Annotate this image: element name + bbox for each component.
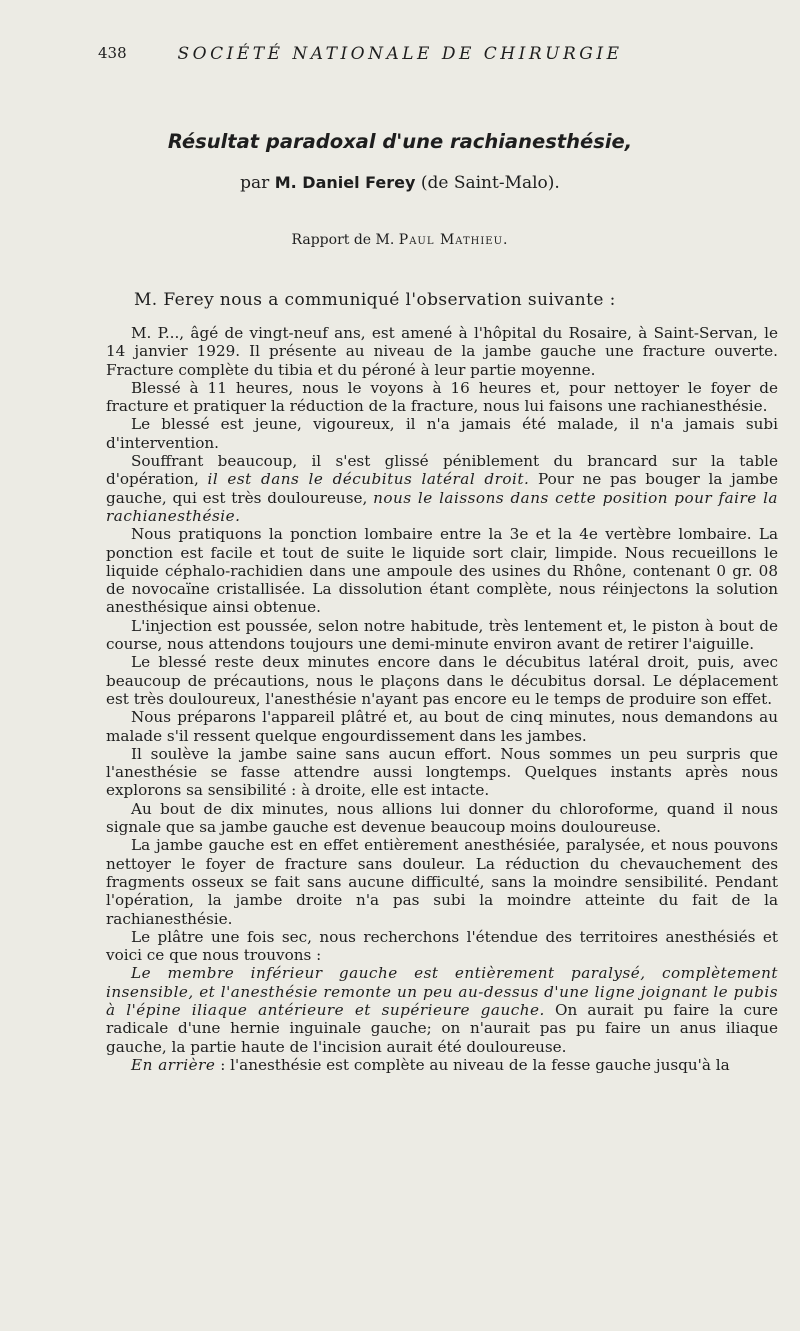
paragraph: Blessé à 11 heures, nous le voyons à 16 heures et, pour nettoyer le foyer de fracture et pratiquer la réduction de la fracture, nous lui faisons une rachianesthésie. (106, 378, 778, 416)
paragraph: Souffrant beaucoup, il s'est glissé péniblement du brancard sur la table d'opération, il est dans le décubitus latéral droit. Pour ne pas bouger la jambe gauche, qui est très douloureuse, nous le laissons dans cette position pour faire la rachianesthésie. (106, 452, 779, 525)
paragraph: Le plâtre une fois sec, nous recherchons l'étendue des territoires anesthésiés et voici ce que nous trouvons : (106, 927, 778, 965)
report-line (0, 232, 800, 248)
intro-sentence: M. Ferey nous a communiqué l'observation suivante : (134, 290, 616, 310)
paragraph: Il soulève la jambe saine sans aucun effort. Nous sommes un peu surpris que l'anesthésie se fasse attendre aussi longtemps. Quelques instants après nous explorons sa sensibilité : à droite, elle est intacte. (106, 744, 778, 800)
paragraph: Le blessé reste deux minutes encore dans le décubitus latéral droit, puis, avec beaucoup de précautions, nous le plaçons dans le décubitus dorsal. Le déplacement est très douloureux, l'anesthésie n'ayant pas encore eu le temps de produire son effet. (106, 653, 778, 708)
article-body (106, 324, 778, 1074)
author-place: (de Saint-Malo). (420, 173, 560, 193)
report-prefix: Rapport de M. (291, 232, 395, 248)
running-header (0, 44, 800, 70)
paragraph: Au bout de dix minutes, nous allions lui donner du chloroforme, quand il nous signale que sa jambe gauche est devenue beaucoup moins douloureuse. (106, 799, 778, 837)
reporter-name: Paul Mathieu. (398, 232, 509, 248)
paragraph: M. P..., âgé de vingt-neuf ans, est amené à l'hôpital du Rosaire, à Saint-Servan, le 14 janvier 1929. Il présente au niveau de la jambe gauche une fracture ouverte. Fracture complète du tibia et du péroné à leur partie moyenne. (106, 324, 778, 379)
paragraph: La jambe gauche est en effet entièrement anesthésiée, paralysée, et nous pouvons nettoyer le foyer de fracture sans douleur. La réduction du chevauchement des fragments osseux se fait sans aucune difficulté, sans la moindre sensibilité. Pendant l'opération, la jambe droite n'a pas subi la moindre atteinte du fait de la rachianesthésie. (106, 836, 778, 928)
page-number: 438 (98, 44, 127, 62)
running-title: SOCIÉTÉ NATIONALE DE CHIRURGIE (177, 44, 623, 64)
author-prefix: par (240, 173, 270, 193)
paragraph: Nous pratiquons la ponction lombaire entre la 3e et la 4e vertèbre lombaire. La ponction est facile et tout de suite le liquide sort clair, limpide. Nous recueillons le liquide céphalo-rachidien dans une ampoule des usines du Rhône, contenant 0 gr. 08 de novocaïne cristallisée. La dissolution étant complète, nous réinjectons la solution anesthésique ainsi obtenue. (106, 525, 778, 617)
paragraph: En arrière : l'anesthésie est complète au niveau de la fesse gauche jusqu'à la (131, 1055, 730, 1074)
author-line (0, 173, 800, 193)
paragraph: L'injection est poussée, selon notre habitude, très lentement et, le piston à bout de course, nous attendons toujours une demi-minute environ avant de retirer l'aiguille. (106, 616, 778, 654)
paragraph: Le membre inférieur gauche est entièrement paralysé, complètement insensible, et l'anesthésie remonte un peu au-dessus d'une ligne joignant le pubis à l'épine iliaque antérieure et supérieure gauche. On aurait pu faire la cure radicale d'une hernie inguinale gauche; on n'aurait pas pu faire un anus iliaque gauche, la partie haute de l'incision aurait été douloureuse. (106, 964, 778, 1056)
paragraph: Nous préparons l'appareil plâtré et, au bout de cinq minutes, nous demandons au malade s'il ressent quelque engourdissement dans les jambes. (106, 708, 778, 745)
author-name: M. Daniel Ferey (274, 173, 416, 192)
article-title: Résultat paradoxal d'une rachianesthésie, (167, 130, 633, 153)
paragraph: Le blessé est jeune, vigoureux, il n'a jamais été malade, il n'a jamais subi d'intervention. (106, 415, 778, 452)
